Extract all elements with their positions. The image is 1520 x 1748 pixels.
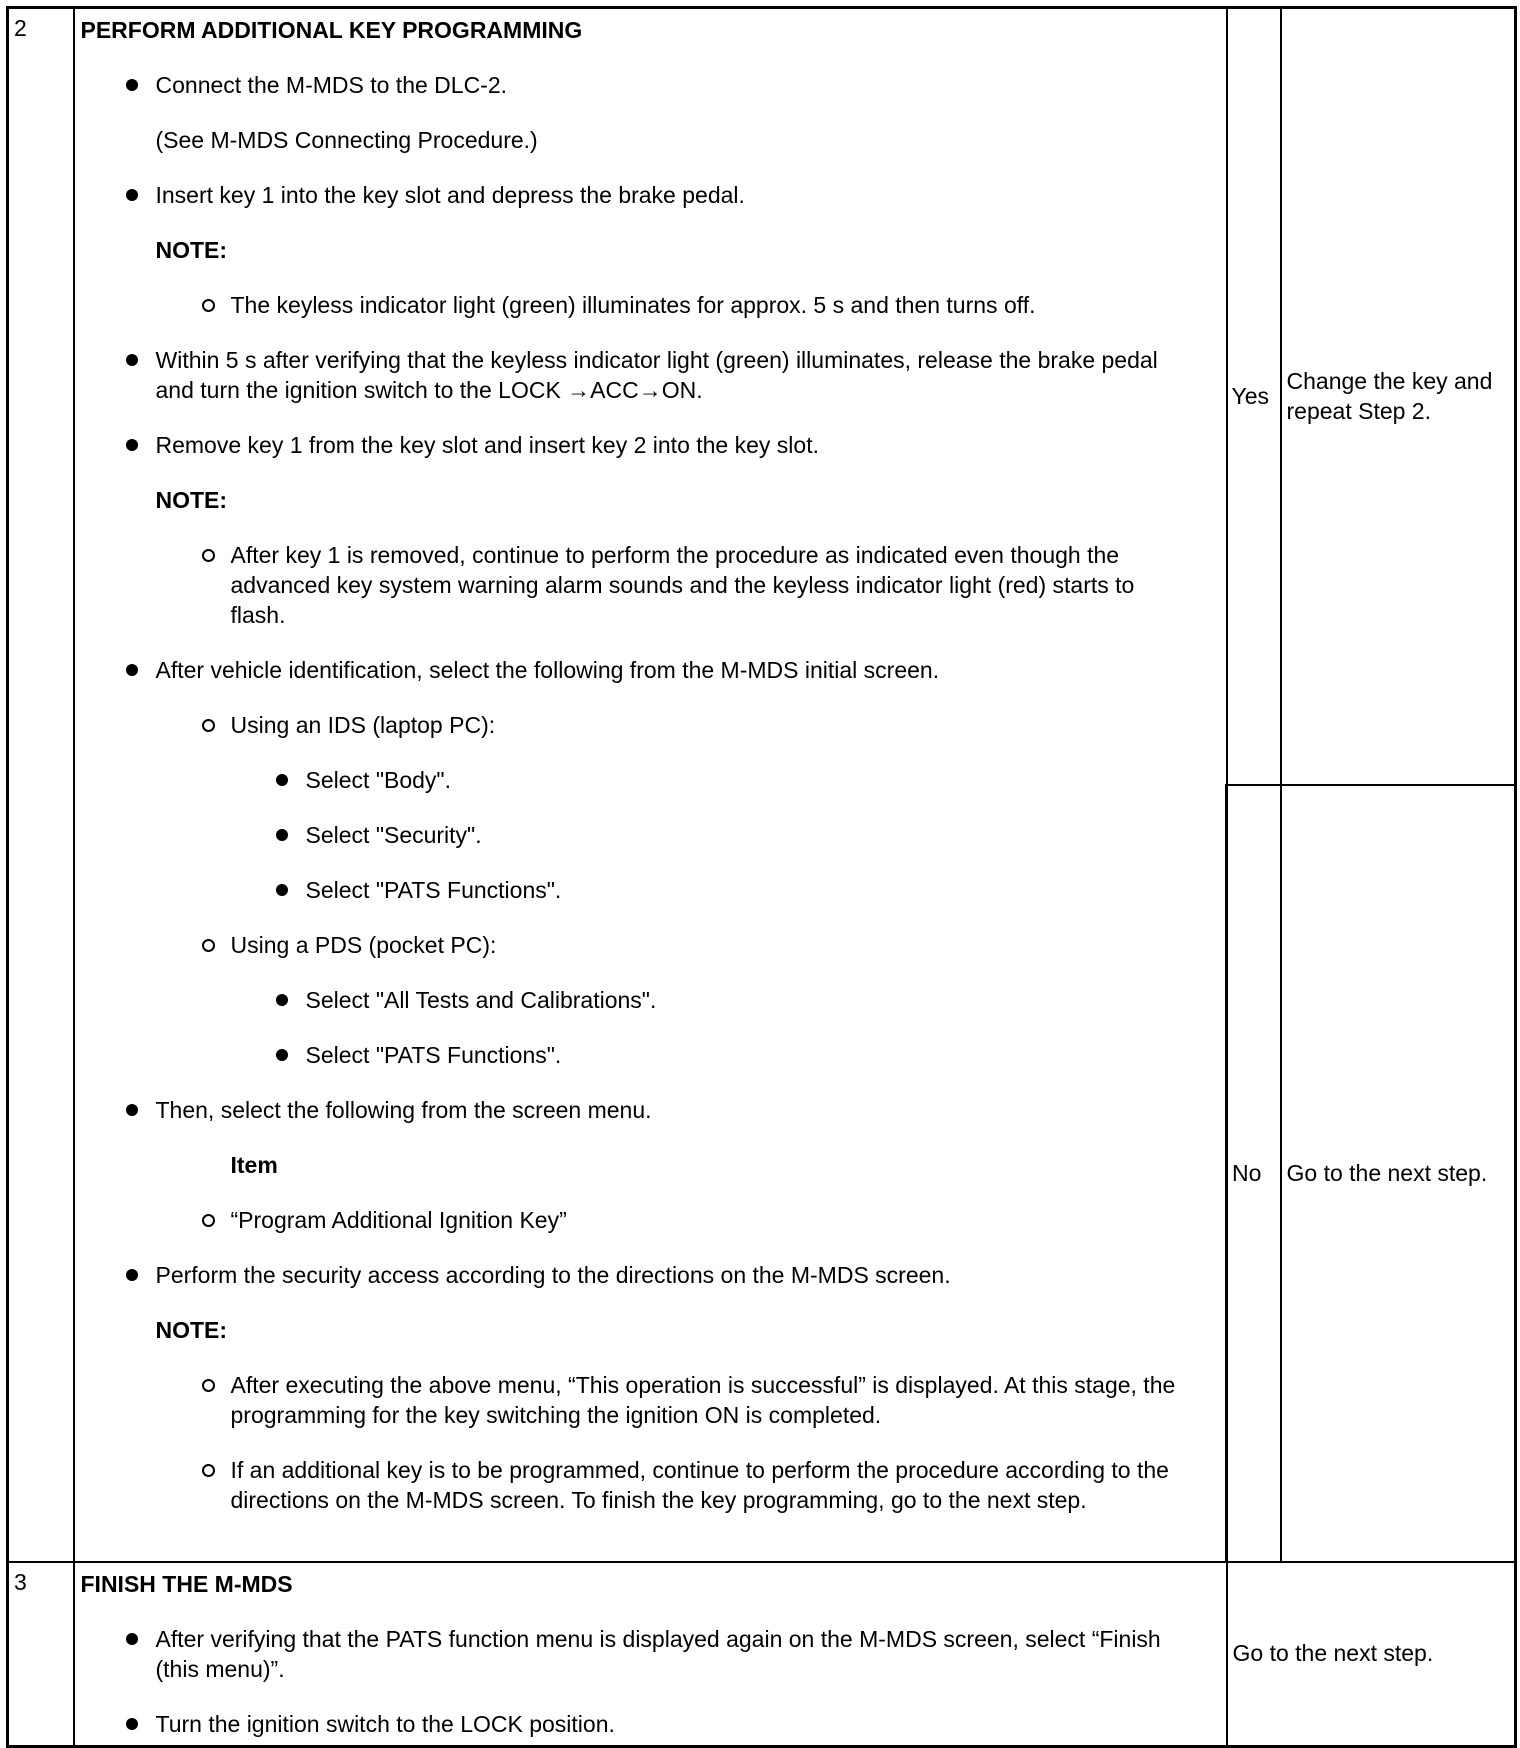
sub-item: The keyless indicator light (green) illuminates for approx. 5 s and then turns off.	[81, 290, 1186, 320]
bullet-icon	[276, 829, 288, 841]
circle-bullet-icon	[202, 719, 215, 732]
bullet-item: Perform the security access according to the directions on the M-MDS screen.	[81, 1260, 1186, 1290]
result-yes-action: Change the key and repeat Step 2.	[1281, 8, 1516, 785]
menu-selection: Select "Body".	[81, 765, 1186, 795]
circle-bullet-icon	[202, 1379, 215, 1392]
circle-bullet-icon	[202, 299, 215, 312]
bullet-icon	[126, 1633, 138, 1645]
note-label: NOTE:	[155, 237, 228, 263]
bullet-item: Within 5 s after verifying that the keyless indicator light (green) illuminates, release the brake pedal and turn the ignition switch to the LOCK →ACC→ON.	[81, 345, 1186, 405]
sub-item: “Program Additional Ignition Key”	[81, 1205, 1186, 1235]
bullet-item: Remove key 1 from the key slot and insert key 2 into the key slot.	[81, 430, 1186, 460]
circle-bullet-icon	[202, 1464, 215, 1477]
step-3-result: Go to the next step.	[1227, 1562, 1516, 1747]
sub-item: Using a PDS (pocket PC):	[81, 930, 1186, 960]
bullet-icon	[126, 354, 138, 366]
result-yes-label: Yes	[1227, 8, 1281, 785]
bullet-icon	[276, 994, 288, 1006]
bullet-item: Turn the ignition switch to the LOCK position.	[81, 1709, 1186, 1739]
item-header: Item	[230, 1152, 278, 1178]
circle-bullet-icon	[202, 1214, 215, 1227]
bullet-icon	[126, 439, 138, 451]
bullet-icon	[276, 884, 288, 896]
bullet-item: Insert key 1 into the key slot and depress the brake pedal.	[81, 180, 1186, 210]
step-2-row-yes	[8, 8, 1516, 785]
step-3-content	[74, 1562, 1227, 1747]
result-no-action: Go to the next step.	[1281, 785, 1516, 1562]
note-label: NOTE:	[155, 487, 228, 513]
bullet-item: Connect the M-MDS to the DLC-2.	[81, 70, 1186, 100]
bullet-icon	[126, 79, 138, 91]
step-2-content	[74, 8, 1227, 1562]
bullet-icon	[126, 189, 138, 201]
menu-selection: Select "PATS Functions".	[81, 1040, 1186, 1070]
menu-selection: Select "Security".	[81, 820, 1186, 850]
sub-item: After executing the above menu, “This operation is successful” is displayed. At this stage, the programming for the key switching the ignition ON is completed.	[81, 1370, 1186, 1430]
bullet-icon	[126, 664, 138, 676]
bullet-icon	[276, 1049, 288, 1061]
sub-item: Using an IDS (laptop PC):	[81, 710, 1186, 740]
circle-bullet-icon	[202, 549, 215, 562]
bullet-item: Then, select the following from the screen menu.	[81, 1095, 1186, 1125]
bullet-item: After vehicle identification, select the following from the M-MDS initial screen.	[81, 655, 1186, 685]
menu-selection: Select "PATS Functions".	[81, 875, 1186, 905]
step-title: FINISH THE M-MDS	[80, 1570, 293, 1597]
bullet-item: After verifying that the PATS function menu is displayed again on the M-MDS screen, select “Finish (this menu)”.	[81, 1624, 1186, 1684]
sub-item: If an additional key is to be programmed, continue to perform the procedure according to the directions on the M-MDS screen. To finish the key programming, go to the next step.	[81, 1455, 1186, 1515]
bullet-icon	[276, 774, 288, 786]
sub-item: After key 1 is removed, continue to perform the procedure as indicated even though the advanced key system warning alarm sounds and the keyless indicator light (red) starts to flash.	[81, 540, 1186, 630]
step-title: PERFORM ADDITIONAL KEY PROGRAMMING	[80, 17, 583, 43]
step-number: 2	[8, 8, 74, 1562]
step-number: 3	[8, 1562, 74, 1747]
note-label: NOTE:	[155, 1317, 228, 1343]
procedure-table	[6, 6, 1517, 1748]
bullet-continuation: (See M-MDS Connecting Procedure.)	[155, 127, 538, 153]
result-no-label: No	[1227, 785, 1281, 1562]
menu-selection: Select "All Tests and Calibrations".	[81, 985, 1186, 1015]
bullet-icon	[126, 1104, 138, 1116]
step-3-row	[8, 1562, 1516, 1747]
bullet-icon	[126, 1269, 138, 1281]
circle-bullet-icon	[202, 939, 215, 952]
bullet-icon	[126, 1718, 138, 1730]
